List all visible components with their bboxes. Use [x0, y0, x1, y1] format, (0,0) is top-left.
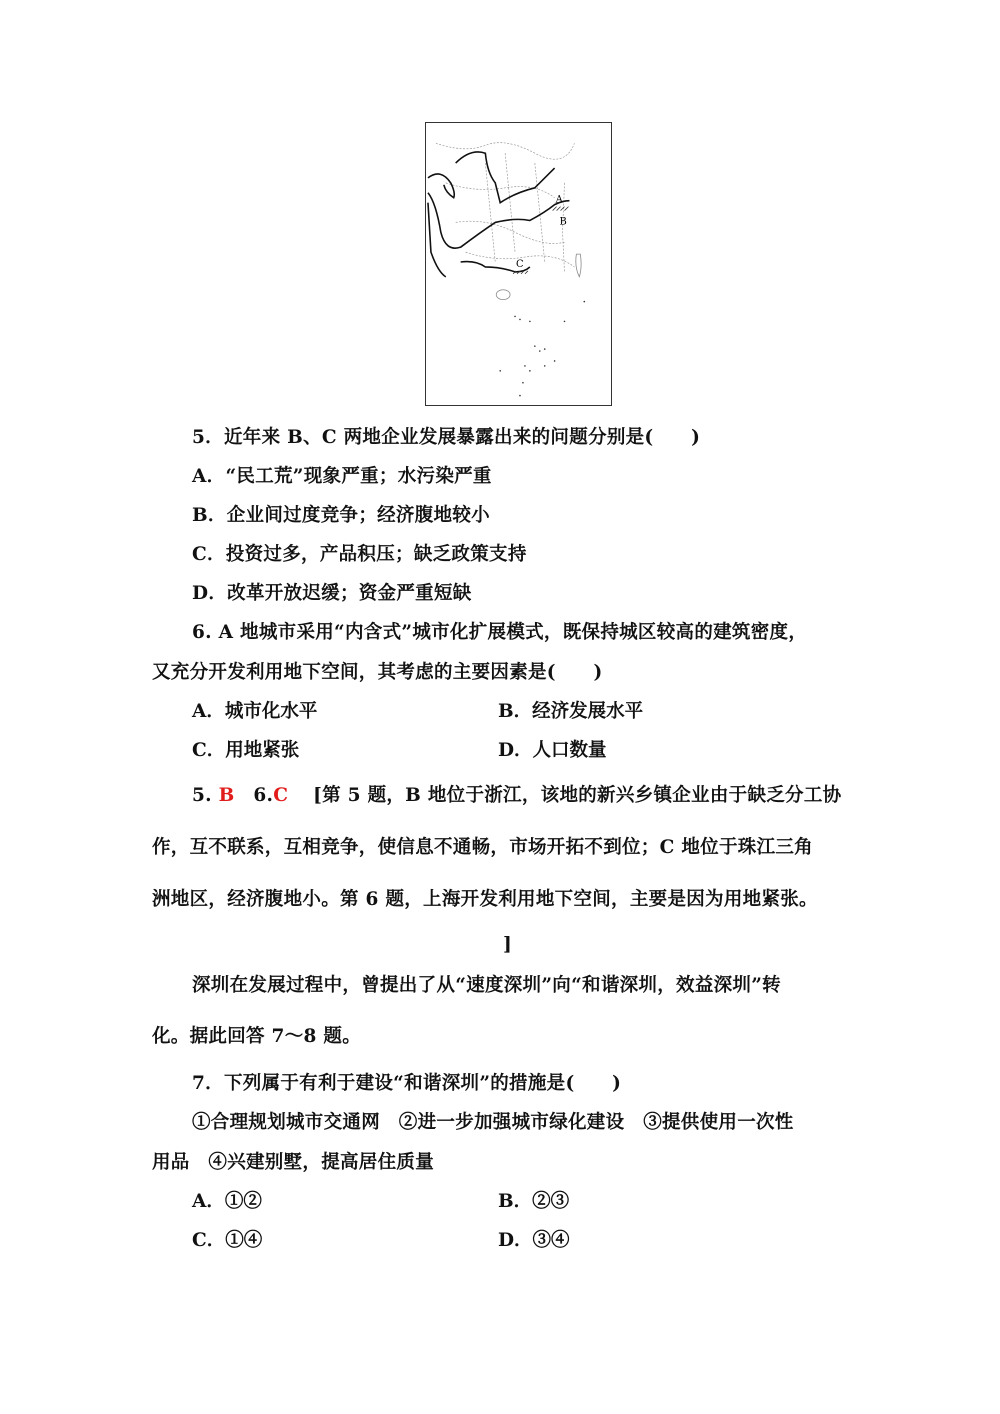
- q5-option-c: C．投资过多，产品积压；缺乏政策支持: [192, 544, 527, 565]
- explanation-text-1: [第 5 题，B 地位于浙江，该地的新兴乡镇企业由于缺乏分工协: [313, 785, 842, 806]
- answer-explanation-close: ]: [503, 934, 513, 955]
- q6-option-b: B．经济发展水平: [498, 701, 644, 722]
- map-label-c: C: [516, 258, 524, 270]
- q5-option-b: B．企业间过度竞争；经济腹地较小: [192, 505, 490, 526]
- answer-explanation-line1: [192, 784, 841, 808]
- q5-option-a: A．“民工荒”现象严重；水污染严重: [192, 466, 492, 487]
- answer-6-prefix: 6.: [253, 785, 274, 806]
- q7-option-b: B．②③: [498, 1191, 570, 1212]
- q7-option-a: A．①②: [192, 1191, 262, 1212]
- question-6-stem-line1: 6. A 地城市采用“内含式”城市化扩展模式，既保持城区较高的建筑密度，: [192, 622, 808, 643]
- q6-option-c: C．用地紧张: [192, 740, 300, 761]
- q6-option-d: D．人口数量: [498, 740, 607, 761]
- china-map-figure: [425, 122, 612, 406]
- answer-5-prefix: 5.: [192, 785, 212, 806]
- map-drawing: [426, 123, 611, 405]
- question-7-items-line2: 用品 ④兴建别墅，提高居住质量: [152, 1152, 435, 1173]
- q6-option-a: A．城市化水平: [192, 701, 318, 722]
- q5-option-d: D．改革开放迟缓；资金严重短缺: [192, 583, 472, 604]
- map-label-a: A: [555, 194, 563, 206]
- answer-6-value: C: [273, 785, 289, 806]
- answer-explanation-line3: 洲地区，经济腹地小。第 6 题，上海开发利用地下空间，主要是因为用地紧张。: [152, 889, 818, 910]
- question-6-stem-line2: 又充分开发利用地下空间，其考虑的主要因素是( ): [152, 662, 603, 683]
- passage-line2: 化。据此回答 7～8 题。: [152, 1026, 362, 1047]
- answer-5-value: B: [218, 785, 235, 806]
- passage-line1: 深圳在发展过程中，曾提出了从“速度深圳”向“和谐深圳，效益深圳”转: [192, 975, 781, 996]
- question-5-stem: 5．近年来 B、C 两地企业发展暴露出来的问题分别是( ): [192, 427, 701, 448]
- q7-option-d: D．③④: [498, 1230, 570, 1251]
- map-label-b: B: [559, 216, 567, 228]
- q7-option-c: C．①④: [192, 1230, 263, 1251]
- question-7-items-line1: ①合理规划城市交通网 ②进一步加强城市绿化建设 ③提供使用一次性: [192, 1112, 794, 1133]
- answer-explanation-line2: 作，互不联系，互相竞争，使信息不通畅，市场开拓不到位；C 地位于珠江三角: [152, 837, 813, 858]
- question-7-stem: 7．下列属于有利于建设“和谐深圳”的措施是( ): [192, 1073, 622, 1094]
